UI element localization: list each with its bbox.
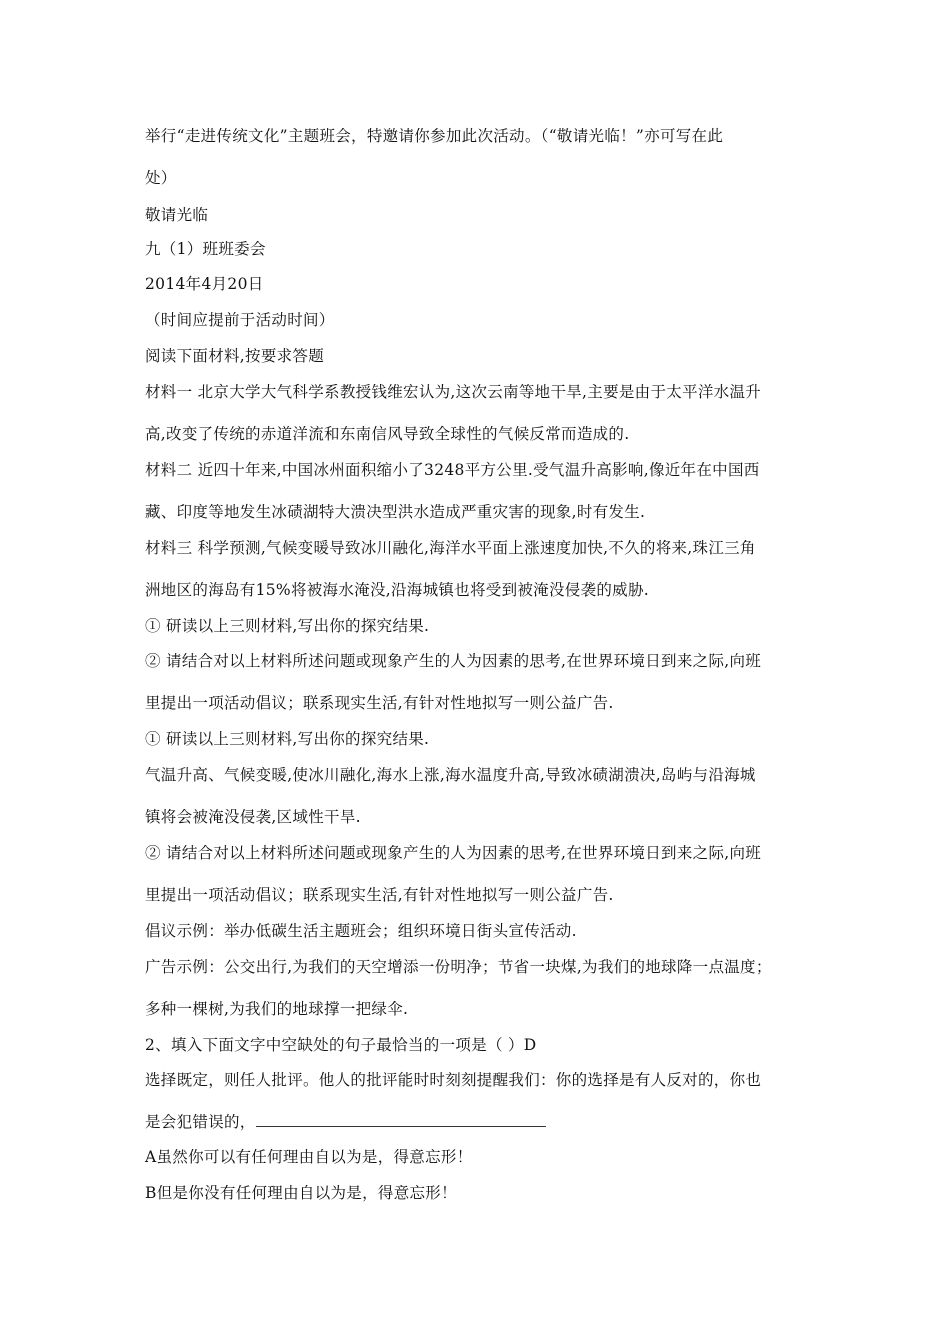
text-line: 选择既定，则任人批评。他人的批评能时时刻刻提醒我们：你的选择是有人反对的，你也 xyxy=(145,1071,762,1089)
text-segment: 是会犯错误的， xyxy=(145,1113,256,1131)
text-line: 九（1）班班委会 xyxy=(145,240,266,258)
text-line: 里提出一项活动倡议；联系现实生活,有针对性地拟写一则公益广告. xyxy=(145,886,614,904)
text-line: 高,改变了传统的赤道洋流和东南信风导致全球性的气候反常而造成的. xyxy=(145,425,630,443)
text-line: 洲地区的海岛有15%将被海水淹没,沿海城镇也将受到被淹没侵袭的威胁. xyxy=(145,581,650,599)
text-line: ① 研读以上三则材料,写出你的探究结果. xyxy=(145,730,430,748)
text-line: 广告示例：公交出行,为我们的天空增添一份明净；节省一块煤,为我们的地球降一点温度； xyxy=(145,958,772,976)
text-line: 材料二 近四十年来,中国冰州面积缩小了3248平方公里.受气温升高影响,像近年在中国西 xyxy=(145,461,760,479)
text-line: ② 请结合对以上材料所述问题或现象产生的人为因素的思考,在世界环境日到来之际,向班 xyxy=(145,844,762,862)
answer-blank xyxy=(256,1112,546,1127)
text-line: 处） xyxy=(145,169,177,187)
text-line: 2014年4月20日 xyxy=(145,275,264,293)
text-line: 敬请光临 xyxy=(145,206,209,224)
option-b: B但是你没有任何理由自以为是，得意忘形！ xyxy=(145,1184,457,1202)
text-line: 材料一 北京大学大气科学系教授钱维宏认为,这次云南等地干旱,主要是由于太平洋水温升 xyxy=(145,383,762,401)
option-a: A虽然你可以有任何理由自以为是，得意忘形！ xyxy=(145,1148,473,1166)
text-line: 2、填入下面文字中空缺处的句子最恰当的一项是（ ）D xyxy=(145,1036,537,1054)
text-line: 里提出一项活动倡议；联系现实生活,有针对性地拟写一则公益广告. xyxy=(145,694,614,712)
text-line: ① 研读以上三则材料,写出你的探究结果. xyxy=(145,617,430,635)
text-line: ② 请结合对以上材料所述问题或现象产生的人为因素的思考,在世界环境日到来之际,向班 xyxy=(145,652,762,670)
text-line: （时间应提前于活动时间） xyxy=(145,311,335,329)
text-line: 镇将会被淹没侵袭,区域性干旱. xyxy=(145,808,361,826)
text-line: 阅读下面材料,按要求答题 xyxy=(145,347,325,365)
text-line: 举行“走进传统文化”主题班会，特邀请你参加此次活动。（“敬请光临！”亦可写在此 xyxy=(145,127,724,145)
text-line-with-blank xyxy=(145,1112,825,1132)
text-line: 材料三 科学预测,气候变暖导致冰川融化,海洋水平面上涨速度加快,不久的将来,珠江三角 xyxy=(145,539,756,557)
text-line: 倡议示例：举办低碳生活主题班会；组织环境日街头宣传活动. xyxy=(145,922,577,940)
text-line: 藏、印度等地发生冰碛湖特大溃决型洪水造成严重灾害的现象,时有发生. xyxy=(145,503,646,521)
text-line: 多种一棵树,为我们的地球撑一把绿伞. xyxy=(145,1000,409,1018)
text-line: 气温升高、气候变暖,使冰川融化,海水上涨,海水温度升高,导致冰碛湖溃决,岛屿与沿海城 xyxy=(145,766,756,784)
